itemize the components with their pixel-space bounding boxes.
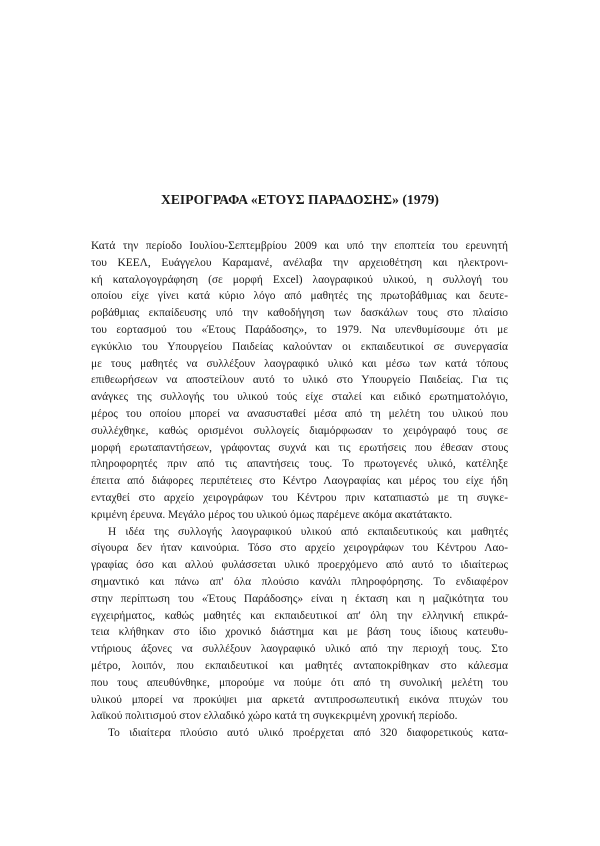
text-line: ανάγκες της συλλογής του υλικού τούς είχε σταλεί και ειδικό ερωτηματολόγιο,: [91, 391, 508, 404]
text-line: Κατά την περίοδο Ιουλίου-Σεπτεμβρίου 2009 και υπό την εποπτεία του ερευνητή: [91, 240, 508, 252]
text-line: μέτρο, λοιπόν, που εκπαιδευτικοί και μαθητές ανταποκρίθηκαν στο κάλεσμα: [91, 659, 508, 672]
text-line: Η ιδέα της συλλογής λαογραφικού υλικού από εκπαιδευτικούς και μαθητές: [108, 525, 508, 538]
text-line: εγκύκλιο του Υπουργείου Παιδείας καλούνταν οι εκπαιδευτικοί σε συνεργασία: [91, 340, 508, 353]
text-line: μορφή ερωταπαντήσεων, γράφοντας συχνά και τις ερωτήσεις που έθεσαν στους: [91, 441, 508, 454]
text-line: ενταχθεί στο αρχείο χειρογράφων του Κέντρου πριν καταπιαστώ με τη συγκε-: [91, 491, 508, 504]
text-line: γραφίας όσο και αλλού φυλάσσεται υλικό προερχόμενο από αυτό το ιδιαίτερως: [91, 559, 508, 572]
paragraph: [91, 238, 508, 524]
text-line: που τους απευθύνθηκε, μπορούμε να πούμε ότι από τη συνολική μελέτη του: [91, 676, 508, 689]
paragraph: [91, 725, 508, 742]
text-line: με τους μαθητές να συλλέξουν λαογραφικό υλικό και μέσω των κατά τόπους: [91, 357, 508, 370]
text-line: υλικού μπορεί να προκύψει μια αρκετά αντιπροσωπευτική εικόνα πτυχών του: [91, 693, 508, 706]
text-line: συλλέχθηκε, καθώς ορισμένοι συλλογείς διαμόρφωσαν το χειρόγραφό τους σε: [91, 424, 508, 437]
paragraph: [91, 524, 508, 726]
text-line: έπειτα από διάφορες περιπέτειες στο Κέντρο Λαογραφίας και μέρος του είχε ήδη: [91, 475, 508, 488]
text-line: λαϊκού πολιτισμού στον ελλαδικό χώρο κατά τη συγκεκριμένη χρονική περίοδο.: [91, 710, 458, 723]
text-line: τεια κλήθηκαν στο ίδιο χρονικό διάστημα και με βάση τους ίδιους κατευθυ-: [91, 626, 508, 639]
text-line: επιθεωρήσεων να αποστείλουν αυτό το υλικό στο Υπουργείο Παιδείας. Για τις: [91, 374, 508, 387]
text-line: κή καταλογογράφηση (σε μορφή Excel) λαογραφικού υλικού, η συλλογή του: [91, 273, 508, 286]
text-line: σίγουρα δεν ήταν καινούρια. Τόσο στο αρχείο χειρογράφων του Κέντρου Λαο-: [91, 542, 508, 555]
text-line: του εορτασμού του «Έτους Παράδοσης», το 1979. Να υπενθυμίσουμε ότι με: [91, 323, 508, 336]
text-line: πληροφορητές πριν από τις απαντήσεις τους. Το πρωτογενές υλικό, κατέληξε: [91, 458, 508, 471]
text-line: μέρος του οποίου μπορεί να ανασυσταθεί μέσα από τη μελέτη του υλικού που: [91, 407, 508, 420]
text-line: εγχειρήματος, καθώς μαθητές και εκπαιδευτικοί απ' όλη την ελληνική επικρά-: [91, 609, 508, 622]
document-title: ΧΕΙΡΟΓΡΑΦΑ «ΕΤΟΥΣ ΠΑΡΑΔΟΣΗΣ» (1979): [160, 192, 440, 207]
document-body: [91, 238, 508, 742]
text-line: κριμένη έρευνα. Μεγάλο μέρος του υλικού όμως παρέμενε ακόμα ακατάτακτο.: [91, 508, 453, 521]
text-line: στην περίπτωση του «Έτους Παράδοσης» είναι η έκταση και η μαζικότητα του: [91, 592, 508, 605]
text-line: ροβάθμιας εκπαίδευσης υπό την καθοδήγηση των δασκάλων τους στο πλαίσιο: [91, 307, 508, 320]
text-line: οποίου είχε γίνει κατά κύριο λόγο από μαθητές της πρωτοβάθμιας και δευτε-: [91, 290, 508, 303]
text-line: του ΚΕΕΛ, Ευάγγελου Καραμανέ, ανέλαβα την αρχειοθέτηση και ηλεκτρονι-: [91, 256, 508, 269]
text-line: Το ιδιαίτερα πλούσιο αυτό υλικό προέρχεται από 320 διαφορετικούς κατα-: [108, 727, 508, 740]
text-line: ντήριους άξονες να συλλέξουν λαογραφικό υλικό από την περιοχή τους. Στο: [91, 643, 508, 656]
text-line: σημαντικό και πάνω απ' όλα πλούσιο κανάλι πληροφόρησης. Το ενδιαφέρον: [91, 575, 508, 588]
